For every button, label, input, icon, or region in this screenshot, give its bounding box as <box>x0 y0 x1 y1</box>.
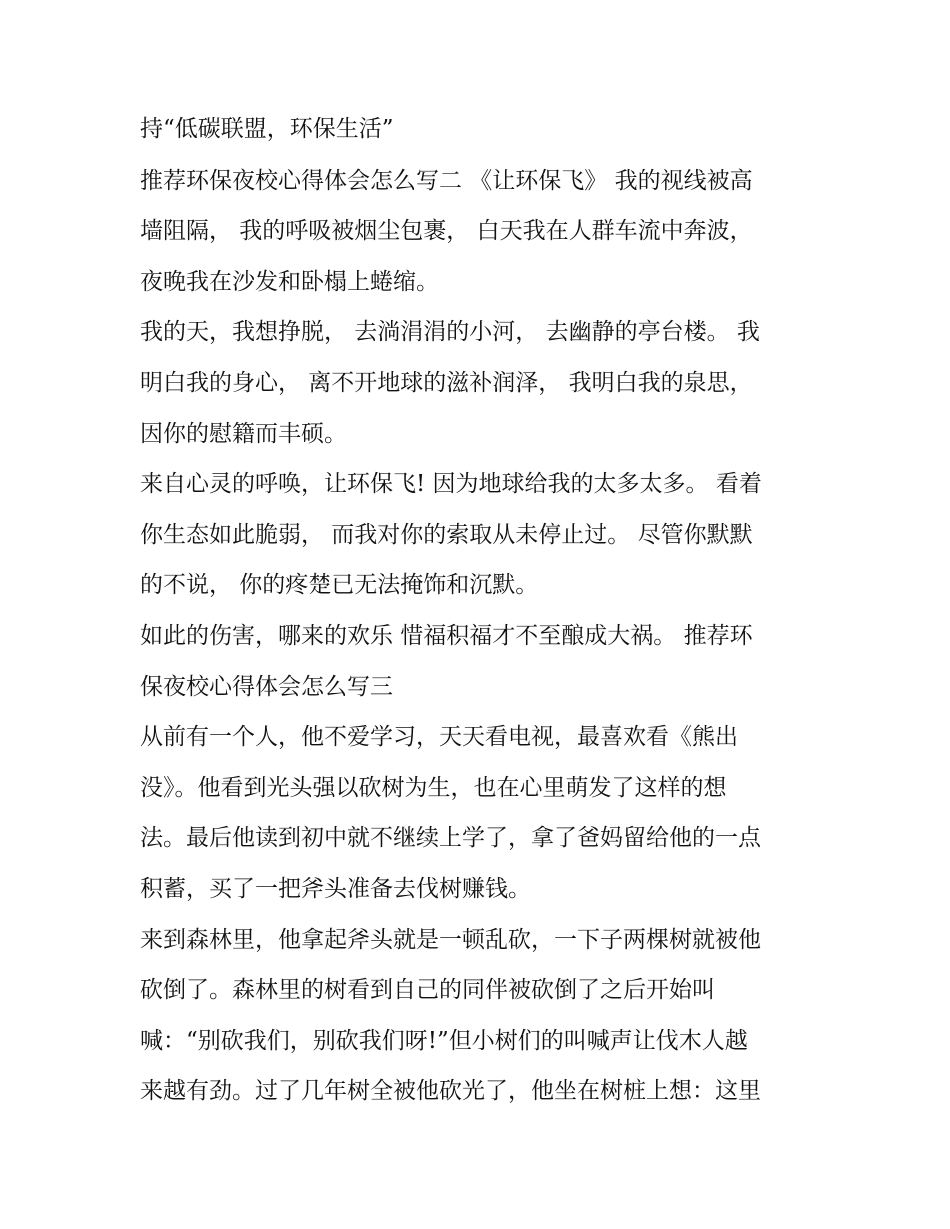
text-line: 砍倒了。森林里的树看到自己的同伴被砍倒了之后开始叫 <box>140 977 715 1003</box>
text-line: 明白我的身心， 离不开地球的滋补润泽， 我明白我的泉思， <box>140 370 753 396</box>
text-line: 夜晚我在沙发和卧榻上蜷缩。 <box>140 269 439 295</box>
text-line: 喊：“别砍我们，别砍我们呀!”但小树们的叫喊声让伐木人越 <box>140 1028 748 1054</box>
text-line: 如此的伤害，哪来的欢乐 惜福积福才不至酿成大祸。 推荐环 <box>140 623 753 649</box>
text-line: 保夜校心得体会怎么写三 <box>140 674 393 700</box>
text-line: 法。最后他读到初中就不继续上学了，拿了爸妈留给他的一点 <box>140 825 761 851</box>
text-line: 墙阻隔， 我的呼吸被烟尘包裹， 白天我在人群车流中奔波， <box>140 218 753 244</box>
text-line: 持“低碳联盟，环保生活” <box>140 116 394 142</box>
text-line: 因你的慰籍而丰硕。 <box>140 421 347 447</box>
text-line: 来越有劲。过了几年树全被他砍光了，他坐在树桩上想：这里 <box>140 1078 761 1104</box>
text-line: 从前有一个人，他不爱学习，天天看电视，最喜欢看《熊出 <box>140 724 738 750</box>
text-line: 我的天，我想挣脱， 去淌涓涓的小河， 去幽静的亭台楼。 我 <box>140 319 760 345</box>
text-line: 没》。他看到光头强以砍树为生，也在心里萌发了这样的想 <box>140 775 727 801</box>
text-line: 来到森林里，他拿起斧头就是一顿乱砍，一下子两棵树就被他 <box>140 927 761 953</box>
text-line: 来自心灵的呼唤，让环保飞! 因为地球给我的太多太多。 看着 <box>140 471 762 497</box>
text-line: 的不说， 你的疼楚已无法掩饰和沉默。 <box>140 572 539 598</box>
text-line: 推荐环保夜校心得体会怎么写二 《让环保飞》 我的视线被高 <box>140 168 753 194</box>
text-line: 积蓄，买了一把斧头准备去伐树赚钱。 <box>140 876 531 902</box>
text-line: 你生态如此脆弱， 而我对你的索取从未停止过。 尽管你默默 <box>140 522 753 548</box>
